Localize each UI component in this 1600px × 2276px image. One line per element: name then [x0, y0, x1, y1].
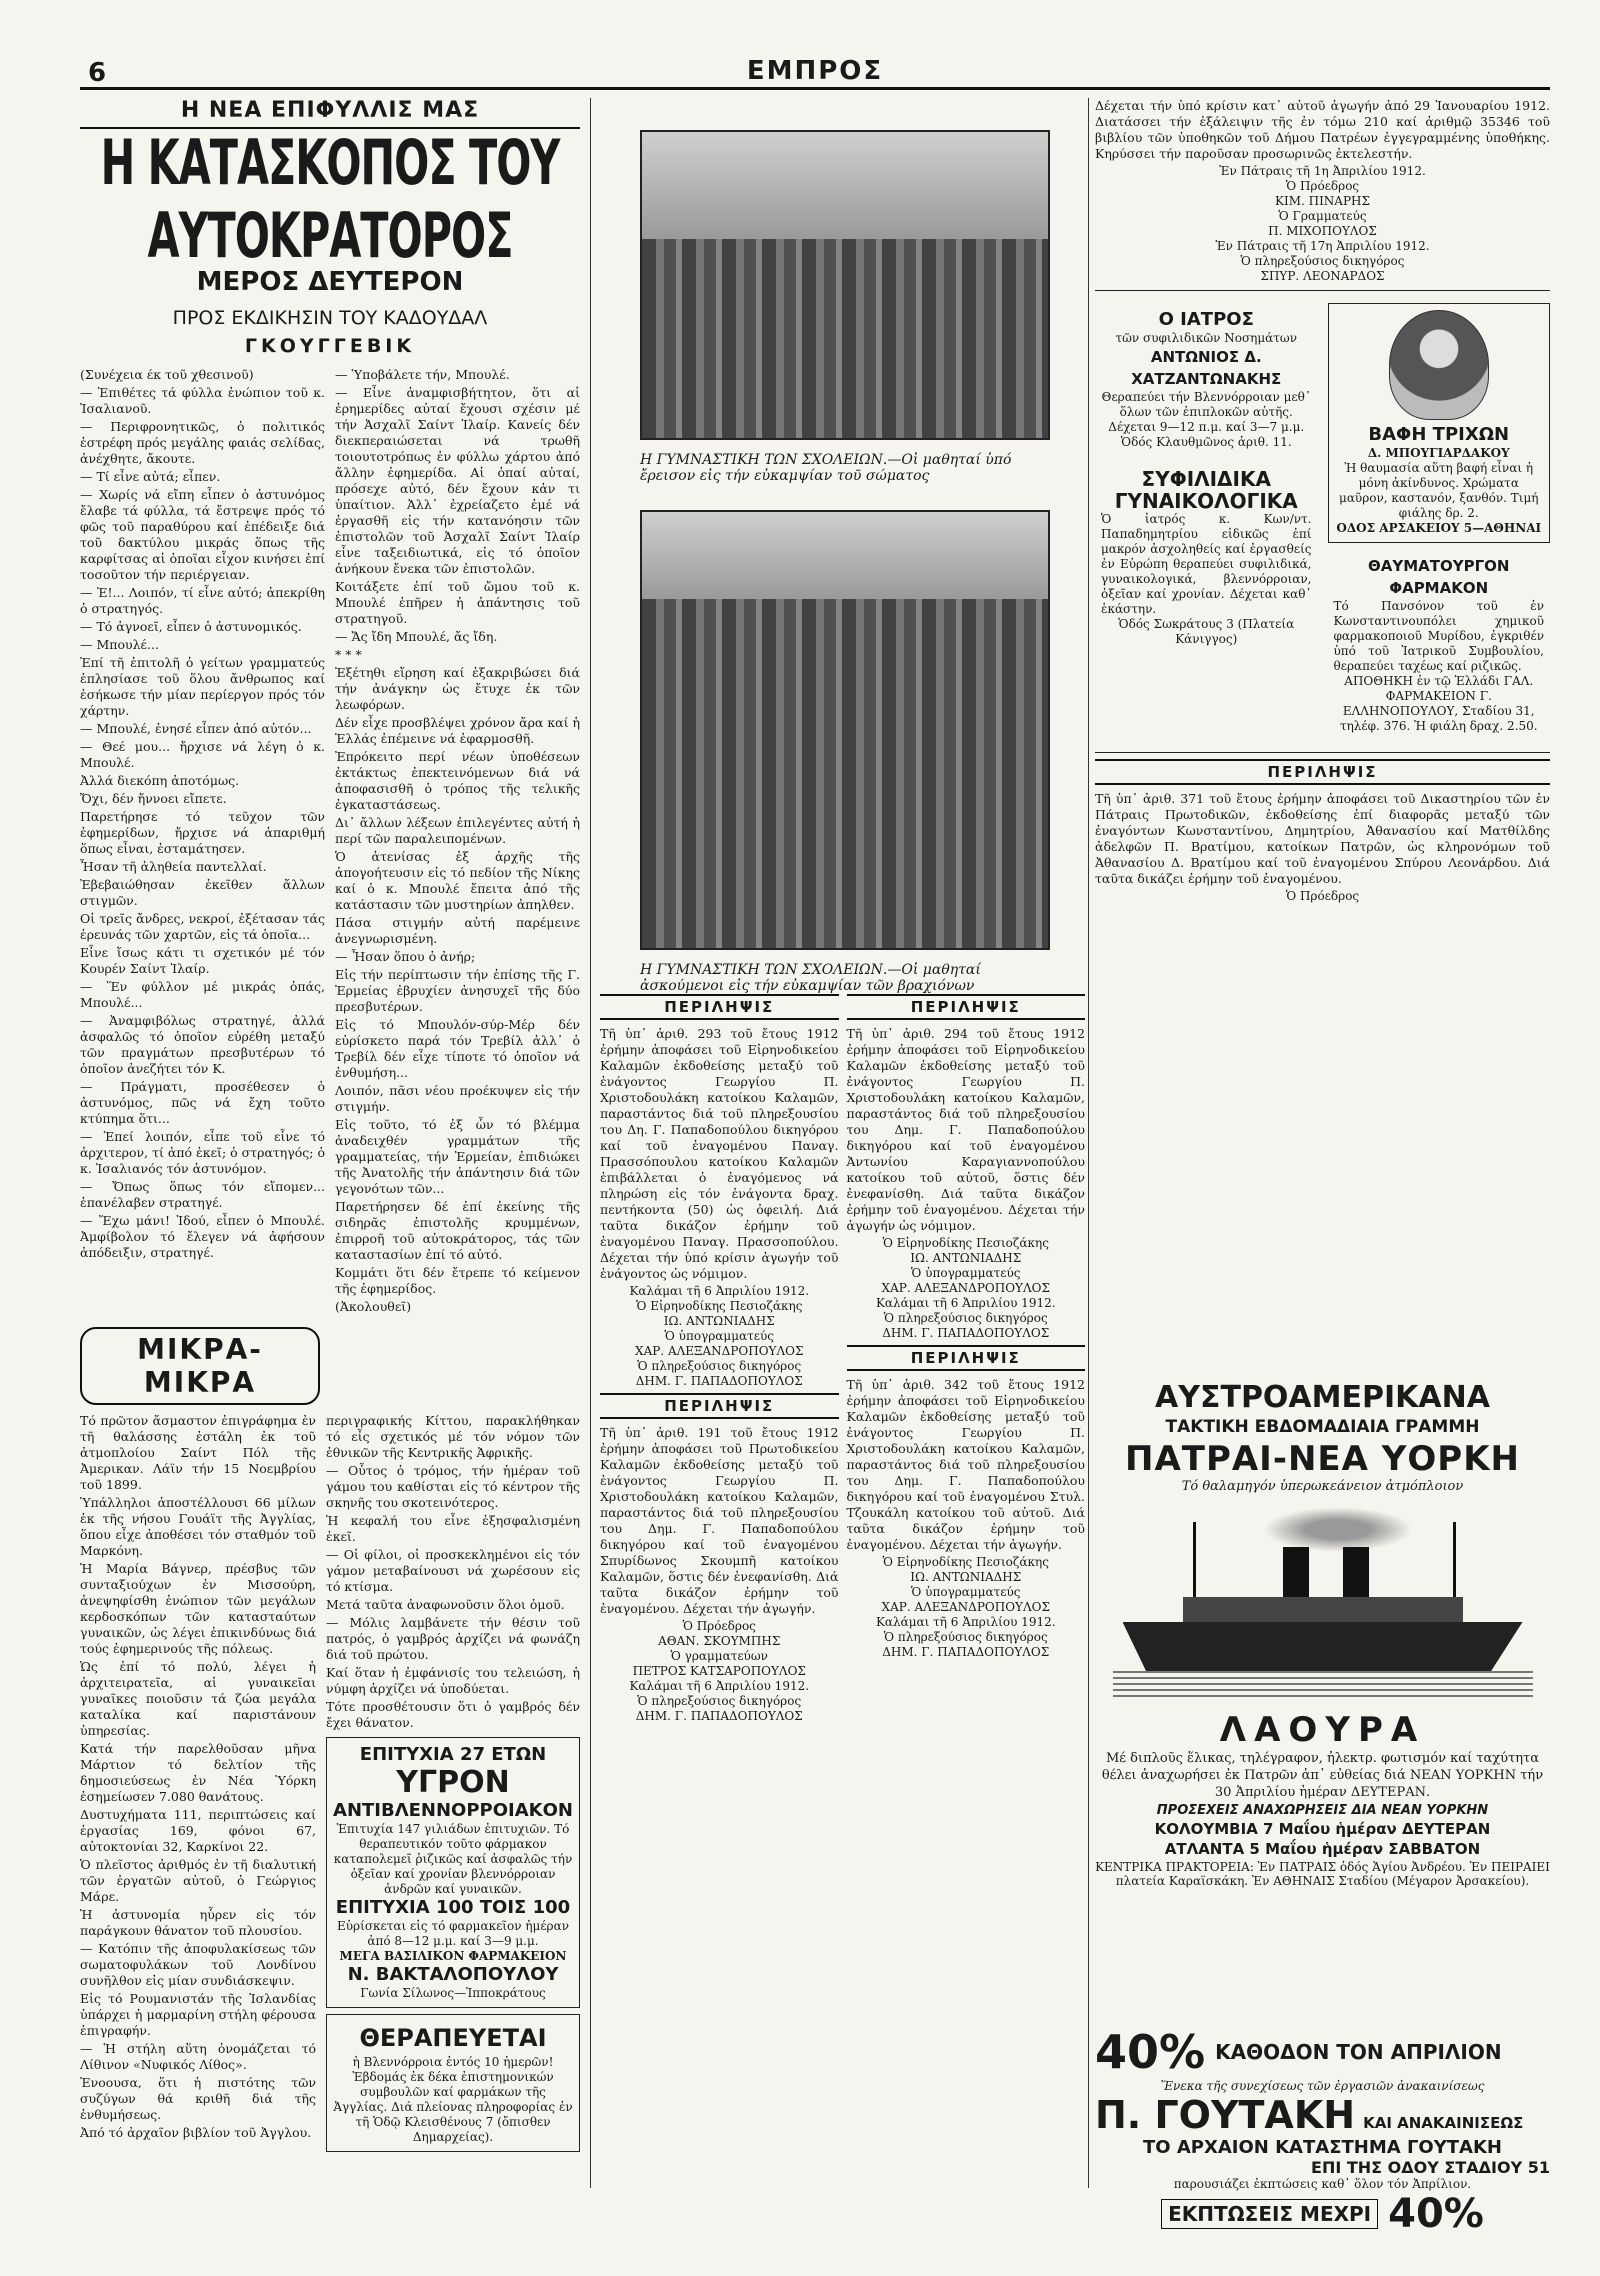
ad-austro-office: ΚΕΝΤΡΙΚΑ ΠΡΑΚΤΟΡΕΙΑ: Ἐν ΠΑΤΡΑΙΣ ὁδός Ἁγίου Ἀνδρέου. Ἐν ΠΕΙΡΑΙΕΙ πλατεία Καραϊσκάκη. Ἐν ΑΘΗΝΑΙΣ Σταδίου (Μέγαρον Ἀρσακείου). [1095, 1860, 1550, 1888]
ad-austro-ship2: ΚΟΛΟΥΜΒΙΑ 7 Μαΐου ἡμέραν ΔΕΥΤΕΡΑΝ [1154, 1820, 1491, 1838]
ad-austro-ship3: ΑΤΛΑΝΤΑ 5 Μαΐου ἡμέραν ΣΑΒΒΑΤΟΝ [1164, 1840, 1481, 1858]
ad-goutaki-pct: 40% [1095, 2025, 1206, 2079]
notice-sign-role: Ὁ πληρεξούσιος δικηγόρος [883, 1630, 1048, 1644]
mikra-paragraph: — Κατόπιν τῆς ἀποφυλακίσεως τῶν σωματοφυλάκων τοῦ Λονδίνου συνῆλθον εἰς μίαν συνδιάσκεψιν. [80, 1941, 317, 1988]
photo-caption-1: Η ΓΥΜΝΑΣΤΙΚΗ ΤΩΝ ΣΧΟΛΕΙΩΝ.—Οἱ μαθηταί ὑπό ἔρεισον εἰς τήν εὐκαμψίαν τοῦ σώματος [640, 452, 1012, 484]
right-ads-row [1095, 297, 1550, 746]
serial-paragraph: Ἦσαν τῆ ἀληθεία παντελλαί. [80, 859, 267, 874]
right-ads-left [1095, 297, 1318, 746]
ad-austro-title: ΑΥΣΤΡΟΑΜΕΡΙΚΑΝΑ [1155, 1380, 1490, 1415]
divider [1095, 752, 1550, 753]
ad-austro-ship-name: ΛΑΟΥΡΑ [1219, 1710, 1426, 1750]
notices-col-b [847, 990, 1086, 1724]
notice-signature [1095, 889, 1550, 904]
notice-signature [1095, 164, 1550, 284]
mikra-heading: ΜΙΚΡΑ-ΜΙΚΡΑ [80, 1327, 320, 1405]
ad-ygron-owner: Ν. ΒΑΚΤΑΛΟΠΟΥΛΟΥ [347, 1964, 559, 1985]
serial-paragraph: Δέν εἶχε προσβλέψει χρόνον ἄρα καί ἡ Ἑλλάς ἐπέμεινε νά ἐφαρμοσθῆ. [335, 715, 580, 746]
column-rule [1088, 98, 1089, 2188]
column-right [1095, 98, 1550, 1368]
mikra-body [80, 1413, 580, 2158]
serial-paragraph: Παρετήρησεν δέ ἐπί ἐκείνης τῆς σιδηρᾶς ἐπιστολῆς κρυμμένων, ἐπιρροῆ τοῦ αὐτοκράτορος, τάς τῶν καταστασίων ἐπί τό αὐτό. [335, 1199, 580, 1262]
photo-sky [642, 512, 1048, 599]
serial-paragraph: — Πράγματι, προσέθεσεν ὁ ἀστυνόμος, πῶς νά ἔχη τοῦτο κτύπημα ὅτι... [80, 1079, 325, 1126]
mikra-left-text [80, 1413, 316, 2141]
notice-body: Δέχεται τήν ὑπό κρίσιν κατ᾽ αὐτοῦ ἀγωγήν ἀπό 29 Ἰανουαρίου 1912. Διατάσσει τήν ἐξάλειψιν τῆς ἐν τόμω 210 καί ἀριθμῷ 35346 τοῦ βιβλίου τῶν ὑποθηκῶν τοῦ Δήμου Πατρέων ἐγγεγραμμένης ὑποθήκης. Κηρύσσει τήν παροῦσαν προσωρινῶς ἐκτελεστήν. [1095, 98, 1550, 161]
ad-pharmakon [1328, 549, 1551, 740]
serial-paragraph: Ἐπί τῆ ἐπιτολῆ ὁ γείτων γραμματεύς ἐπλησίασε τοῦ ὅλου ἄνθρωπος καί ἐσήκωσε τήν μίαν περίεργον πρός τόν χάρτην. [80, 655, 325, 718]
ad-ygron-body: Ἐπιτυχία 147 γιλιάδων ἐπιτυχιῶν. Τό θεραπευτικόν τοῦτο φάρμακον καταπολεμεῖ ῥιζικῶς καί ἀσφαλῶς τήν ὀξεῖαν καί χρονίαν βλεννόρροιαν ἀνδρῶν καί γυναικῶν. [333, 1822, 573, 1896]
serial-paragraph: Εἶνε ἴσως κάτι τι σχετικόν μέ τόν Κουρέν Σαίντ Ἰλαίρ. [80, 945, 325, 976]
mikra-paragraph: Ἡ ἀστυνομία ηὗρεν εἰς τόν παράγκουν θάνατον τοῦ πλουσίου. [80, 1907, 317, 1938]
photo-crowd [642, 599, 1048, 948]
notice-body: Τῆ ὑπ᾽ ἀριθ. 293 τοῦ ἔτους 1912 ἐρήμην ἀποφάσει τοῦ Εἰρηνοδικείου Καλαμῶν ἐκδοθείσης μεταξύ τοῦ ἐνάγοντος Γεωργίου Π. Χριστοδουλάκη κατοίκου Καλαμῶν, παραστάντος διά τοῦ πληρεξουσίου του Δη. Γ. Παπαδοπούλου δικηγόρου καί τοῦ ἐναγομένου Παναγ. Πρασσόπουλου κατοίκου Καλαμῶν ἐπιβάλλεται ὁ ἐναγόμενος νά πληρώση εἰς τόν ἐνάγοντα δραχ. πεντήκοντα (50) ὡς ὀφειλή. Διά ταῦτα δικάζον ἐρήμην τοῦ ἐναγομένου Παναγ. Πρασσοπούλου. Δέχεται τήν ὑπό κρίσιν ἀγωγήν τοῦ ἐνάγοντος ὡς νόμιμον. [600, 1026, 839, 1281]
ad-ygron-sub: ΑΝΤΙΒΛΕΝΝΟΡΡΟΙΑΚΟΝ [333, 1800, 573, 1821]
ad-ygron-mid-body: Εὑρίσκεται εἰς τό φαρμακεῖον ἡμέραν ἀπό 8—12 μ.μ. καί 3—9 μ.μ. [337, 1919, 569, 1948]
column-rule [590, 98, 591, 2188]
notice-sign-role: Ὁ Εἰρηνοδίκης Πεσιοζάκης [636, 1299, 803, 1313]
serial-paragraph: Ἀλλά διεκόπη ἀποτόμως. [80, 773, 240, 788]
notice-signature [847, 1555, 1086, 1660]
ad-iatros-title: Ο ΙΑΤΡΟΣ [1158, 309, 1254, 330]
serial-body [80, 367, 580, 1317]
ad-iatros-sub: τῶν συφιλιδικῶν Νοσημάτων [1115, 331, 1297, 345]
funnel-shape [1283, 1547, 1309, 1599]
notice-date: Ἐν Πάτραις τῆ 17η Ἀπριλίου 1912. [1215, 239, 1430, 253]
ad-austro-route: ΠΑΤΡΑΙ-ΝΕΑ ΥΟΡΚΗ [1124, 1439, 1521, 1479]
mikra-paragraph: Ὁ πλεῖστος ἀριθμός ἐν τῆ διαλυτική τῶν ἐργατῶν αὐτοῦ, ὁ Γεώργιος Μάρε. [80, 1857, 317, 1904]
ad-austro-line: ΤΑΚΤΙΚΗ ΕΒΔΟΜΑΔΙΑΙΑ ΓΡΑΜΜΗ [1165, 1417, 1480, 1437]
serial-paragraph: — Ἐ!... Λοιπόν, τί εἶνε αὐτό; ἀπεκρίθη ὁ στρατηγός. [80, 585, 325, 616]
serial-paragraph: — Ἕν φύλλον μέ μικράς ὀπάς, Μπουλέ... [80, 979, 325, 1010]
notice-date: Καλάμαι τῆ 6 Ἀπριλίου 1912. [875, 1296, 1056, 1310]
serial-part: ΜΕΡΟΣ ΔΕΥΤΕΡΟΝ [196, 267, 464, 297]
steamship-icon [1113, 1502, 1533, 1702]
mikra-paragraph: Ἡ κεφαλή του εἶνε ἐξησφαλισμένη ἐκεῖ. [326, 1513, 580, 1544]
ad-vafi-footer: ΟΔΟΣ ΑΡΣΑΚΕΙΟΥ 5—ΑΘΗΝΑΙ [1336, 521, 1542, 535]
serial-paragraph: Ὁ ἀτενίσας ἐξ ἀρχῆς τῆς ἀπογοήτευσιν εἰς τό πεδίον τῆς Νίκης καί ὁ κ. Μπουλέ ἔπειτα ἀπό τῆς κατάστασιν τῶν μυστηρίων ἀπηλθεν. [335, 849, 580, 912]
serial-paragraph: — Περιφρονητικῶς, ὁ πολιτικός ἐστρέφη πρός μεγάλης φαιάς σελίδας, ἀνέχθητε, ἄκουτε. [80, 419, 325, 466]
notice-title: ΠΕΡΙΛΗΨΙΣ [1095, 759, 1550, 785]
serial-paragraph: Πάσα στιγμήν αὐτή παρέμεινε ἀνεγνωρισμένη. [335, 915, 580, 946]
ad-ygron [326, 1737, 580, 2008]
mikra-paragraph: — Οἱ φίλοι, οἱ προσκεκλημένοι εἰς τόν γάμον μεταβαίνουσι νά χωρέσουν εἰς τό κτίσμα. [326, 1547, 580, 1594]
ad-vafi-owner: Δ. ΜΠΟΥΓΙΑΡΔΑΚΟΥ [1367, 446, 1510, 460]
notice-sign-role: Ὁ πληρεξούσιος δικηγόρος [1240, 254, 1405, 268]
mikra-paragraph: Ἐνοουσα, ὅτι ἡ πιστότης τῶν συζύγων θά κριθῆ διά τῆς ἐνθυμήσεως. [80, 2075, 317, 2122]
ad-ygron-mid: ΕΠΙΤΥΧΙΑ 100 ΤΟΙΣ 100 [335, 1897, 571, 1918]
notice-signature [847, 1236, 1086, 1341]
notice-patras [1095, 98, 1550, 284]
serial-title: Η ΚΑΤΑΣΚΟΠΟΣ ΤΟΥ ΑΥΤΟΚΡΑΤΟΡΟΣ [100, 126, 560, 272]
serial-paragraph: Ἐπρόκειτο περί νέων ὑποθέσεων ἐκτάκτως ἐπεκτεινόμενων διά νά ἀποφασισθῆ ὁ τρόπος τῆς τελικῆς ἐγκαταστάσεως. [335, 749, 580, 812]
ad-pharmakon-footer: ΑΠΟΘΗΚΗ ἐν τῷ Ἑλλάδι ΓΑΛ. ΦΑΡΜΑΚΕΙΟΝ Γ. ΕΛΛΗΝΟΠΟΥΛΟΥ, Σταδίου 31, τηλέφ. 376. Ἡ φιάλη δραχ. 2.50. [1339, 674, 1538, 733]
ad-vafi-body: Ἡ θαυμασία αὕτη βαφή εἶναι ἡ μόνη ἀκίνδυνος. Χρώματα μαῦρον, καστανόν, ξανθόν. Τιμή φιάλης δρ. 2. [1339, 461, 1539, 520]
notices-grid [600, 990, 1085, 1724]
serial-paragraph: Κοιτάξετε ἐπί τοῦ ὤμου τοῦ κ. Μπουλέ ἐπῆρεν ἡ ἀπάντησις τοῦ στρατηγοῦ. [335, 579, 580, 626]
serial-paragraph: Λοιπόν, πᾶσι νέου προέκυψεν εἰς τήν στιγμήν. [335, 1083, 580, 1114]
notice-sign-name: ΚΙΜ. ΠΙΝΑΡΗΣ [1274, 194, 1370, 208]
notice-right-extra [1095, 759, 1550, 904]
serial-paragraph: — Ἀναμφιβόλως στρατηγέ, ἀλλά ἀσφαλῶς τό ὁποῖον εὐρέθη μεταξύ τῶν πραγμάτων πρεσβυτέρων τό ὁποῖον ἀνεζήτει τόν Κ. [80, 1013, 325, 1076]
notice-sign-role: Ὁ πληρεξούσιος δικηγόρος [637, 1359, 802, 1373]
ad-goutaki-kathodon: ΚΑΘΟΔΟΝ ΤΟΝ ΑΠΡΙΛΙΟΝ [1215, 2040, 1502, 2064]
serial-paragraph: — Τό ἀγνοεῖ, εἶπεν ὁ ἀστυνομικός. [80, 619, 302, 634]
ad-therapeuetai-body: ἡ Βλεννόρροια ἐντός 10 ἡμερῶν! Ἐβδομάς ἐκ δέκα ἐπιστημονικών συμβουλῶν καί φαρμάκων τῆς Ἀγγλίας. Διά πλείονας πληροφορίας ἐν τῆ Ὁδῷ Κλεισθένους 7 (ὄπισθεν Δημαρχείας). [333, 2055, 573, 2144]
right-ads-right [1328, 297, 1551, 746]
photo-caption-2: Η ΓΥΜΝΑΣΤΙΚΗ ΤΩΝ ΣΧΟΛΕΙΩΝ.—Οἱ μαθηταί ἀσκούμενοι εἰς τήν εὐκαμψίαν τῶν βραχιόνων [640, 962, 981, 994]
ad-goutaki [1095, 2025, 1550, 2237]
ad-syfilidika-title: ΣΥΦΙΛΙΔΙΚΑ ΓΥΝΑΙΚΟΛΟΓΙΚΑ [1114, 467, 1298, 513]
notice-sign-role: Ὁ γραμματεύων [670, 1649, 768, 1663]
mikra-right-text [326, 1413, 580, 1731]
notice-signature [600, 1619, 839, 1724]
serial-paragraph: Εἰς τό Μπουλόν-σύρ-Μέρ δέν εὐρίσκετο παρά τόν Τρεβίλ ἀλλ᾽ ὁ Τρεβίλ δέν εἶχε τίποτε τό ὁποῖον νά ἐνθυμήση... [335, 1017, 580, 1080]
mikra-paragraph: Καί ὅταν ἡ ἐμφάνισίς του τελειώση, ἡ νύμφη ἀρχίζει νά ὑποδύεται. [326, 1665, 580, 1696]
photo-gymnastics-2 [640, 510, 1050, 950]
ad-syfilidika-footer: Ὁδός Σωκράτους 3 (Πλατεία Κάνιγγος) [1118, 617, 1295, 646]
notice-sign-name: ΔΗΜ. Γ. ΠΑΠΑΔΟΠΟΥΛΟΣ [635, 1374, 803, 1388]
mikra-paragraph: Ὑπάλληλοι ἀποστέλλουσι 66 μίλων ἐκ τῆς νήσου Γουάϊτ τῆς Ἀγγλίας, ὅπου εἶχε ἀποθέσει τόν σταθμόν τοῦ Μαρκόνη. [80, 1495, 317, 1558]
notice-sign-name: ΔΗΜ. Γ. ΠΑΠΑΔΟΠΟΥΛΟΣ [882, 1645, 1050, 1659]
hull-shape [1123, 1622, 1523, 1672]
ad-pharmakon-title: ΘΑΥΜΑΤΟΥΡΓΟΝ ΦΑΡΜΑΚΟΝ [1368, 557, 1510, 597]
serial-paragraph: Ἐξέτηθι εἴρηση καί ἐξακριβώσει διά τήν ἀνάγκην ὡς ἔτυχε ἐκ τῶν λεωφόρων. [335, 665, 580, 712]
serial-paragraph: — Θεέ μου... ἤρχισε νά λέγη ὁ κ. Μπουλέ. [80, 739, 325, 770]
ad-therapeuetai [326, 2014, 580, 2152]
notice-sign-name: ΧΑΡ. ΑΛΕΞΑΝΔΡΟΠΟΥΛΟΣ [881, 1600, 1050, 1614]
serial-paragraph: — Ἐπεί λοιπόν, εἶπε τοῦ εἶνε τό ἀρχιτερον, τί ἀπό ἐκεῖ; ὁ στρατηγός; ὁ κ. Ἰσαλιανός τόν ἀστυνόμον. [80, 1129, 325, 1176]
ad-austro-tagline: Τό θαλαμηγόν ὑπερωκεάνειον ἀτμόπλοιον [1181, 1479, 1464, 1494]
sea-shape [1113, 1667, 1533, 1697]
notice-sign-role: Ὁ Εἰρηνοδίκης Πεσιοζάκης [882, 1236, 1049, 1250]
notice-sign-name: ΙΩ. ΑΝΤΩΝΙΑΔΗΣ [910, 1570, 1022, 1584]
ad-goutaki-name-suffix: ΚΑΙ ΑΝΑΚΑΙΝΙΣΕΩΣ [1363, 2114, 1524, 2132]
serial-col-right [335, 367, 580, 1317]
notice-sign-name: ΑΘΑΝ. ΣΚΟΥΜΠΗΣ [658, 1634, 781, 1648]
mikra-paragraph: — Ἡ στήλη αὕτη ὀνομάζεται τό Λίθινον «Νυφικός Λίθος». [80, 2041, 317, 2072]
notice-sign-name: ΣΠΥΡ. ΛΕΟΝΑΡΔΟΣ [1260, 269, 1385, 283]
ad-iatros [1095, 303, 1318, 456]
paper-name: ΕΜΠΡΟΣ [746, 56, 884, 86]
ad-goutaki-note: παρουσιάζει ἐκπτώσεις καθ᾽ ὅλον τόν Ἀπρίλιον. [1173, 2177, 1472, 2191]
ad-ygron-name: ΥΓΡΟΝ [396, 1765, 510, 1800]
notice-sign-name: ΧΑΡ. ΑΛΕΞΑΝΔΡΟΠΟΥΛΟΣ [635, 1344, 804, 1358]
serial-right-text [335, 367, 580, 1315]
ad-goutaki-header [1095, 2025, 1550, 2079]
ad-austro-next: ΠΡΟΣΕΧΕΙΣ ΑΝΑΧΩΡΗΣΕΙΣ ΔΙΑ ΝΕΑΝ ΥΟΡΚΗΝ [1156, 1803, 1489, 1818]
notice-body: Τῆ ὑπ᾽ ἀριθ. 342 τοῦ ἔτους 1912 ἐρήμην ἀποφάσει τοῦ Εἰρηνοδικείου Καλαμῶν ἐκδοθείσης μεταξύ τοῦ ἐνάγοντος Γεωργίου Π. Χριστοδουλάκη κατοίκου Καλαμῶν, παραστάντος διά τοῦ πληρεξουσίου του Δημ. Γ. Παπαδοπούλου δικηγόρου καί τοῦ ἐναγομένου Στυλ. Τζουκάλη κατοίκου τοῦ αὐτοῦ. Διά ταῦτα δικάζον ἐρήμην τοῦ ἐναγομένου. Δέχεται τήν ἀγωγήν. [846, 1377, 1085, 1552]
serial-paragraph: — Τί εἶνε αὐτά; εἶπεν. [80, 469, 221, 484]
funnel-shape [1343, 1547, 1369, 1599]
notice-sign-name: ΧΑΡ. ΑΛΕΞΑΝΔΡΟΠΟΥΛΟΣ [881, 1281, 1050, 1295]
notice-body: Τῆ ὑπ᾽ ἀριθ. 191 τοῦ ἔτους 1912 ἐρήμην ἀποφάσει τοῦ Πρωτοδικείου Καλαμῶν ἐκδοθείσης μεταξύ τοῦ ἐνάγοντος Γεωργίου Π. Χριστοδουλάκη κατοίκου Καλαμῶν, παραστάντος διά τοῦ πληρεξουσίου του Δημ. Γ. Παπαδοπούλου δικηγόρου καί τοῦ ἐναγομένου Σπυρίδωνος Σκουμπῆ κατοίκου Καλαμῶν, ὅστις δέν ἐνεφανίσθη. Διά ταῦτα δικάζον ἐρήμην τοῦ ἐναγομένου. Δέχεται τήν ἀγωγήν. [600, 1425, 839, 1616]
mikra-paragraph: Τό πρῶτον ἄσμαστον ἐπιγράφημα ἐν τῆ θαλάσσης ἐστάλη ἐκ τοῦ ἀτμοπλοίου Σαίντ Πόλ τῆς Ἀμερικαν. Λάϊν τήν 15 Νοεμβρίου τοῦ 1899. [80, 1413, 317, 1492]
serial-paragraph: (Ἀκολουθεῖ) [335, 1299, 412, 1314]
ad-goutaki-store: ΤΟ ΑΡΧΑΙΟΝ ΚΑΤΑΣΤΗΜΑ ΓΟΥΤΑΚΗ [1143, 2137, 1502, 2158]
notice-sign-role: Ὁ Πρόεδρος [1285, 889, 1360, 903]
serial-paragraph: Ὄχι, δέν ἤννοει εἴπετε. [80, 791, 227, 806]
mikra-paragraph: Ὡς ἐπί τό πολύ, λέγει ἡ ἀρχιτειρατεῖα, αἱ γυναικεῖαι γυναῖκες ποιοῦσιν τά ζώα μεγάλα καταλίκα καί παριστάνουν ὑπηρεσίας. [80, 1659, 317, 1738]
serial-col-left [80, 367, 325, 1317]
ad-ygron-top: ΕΠΙΤΥΧΙΑ 27 ΕΤΩΝ [359, 1744, 547, 1765]
ad-iatros-name: ΑΝΤΩΝΙΟΣ Δ. ΧΑΤΖΑΝΤΩΝΑΚΗΣ [1131, 348, 1282, 388]
notice-date: Καλάμαι τῆ 6 Ἀπριλίου 1912. [629, 1679, 810, 1693]
mikra-paragraph: Ἀπό τό ἀρχαῖον βιβλίον τοῦ Ἀγγλου. [80, 2125, 312, 2140]
notice-date: Καλάμαι τῆ 6 Ἀπριλίου 1912. [629, 1284, 810, 1298]
serial-paragraph: — Μπουλέ... [80, 637, 159, 652]
notice-sign-name: ΔΗΜ. Γ. ΠΑΠΑΔΟΠΟΥΛΟΣ [882, 1326, 1050, 1340]
divider [1095, 290, 1550, 291]
mikra-col-left [80, 1413, 316, 2158]
serial-author: ΓΚΟΥΓΓΕΒΙΚ [244, 335, 416, 357]
serial-paragraph: — Ἔχω μάνι! Ἰδού, εἶπεν ὁ Μπουλέ. Ἀμφίβολον τό ἔλεγεν νά ἀφήσουν ἀπόδειξιν, στρατηγέ. [80, 1213, 325, 1260]
ad-goutaki-final-text: ΕΚΠΤΩΣΕΙΣ ΜΕΧΡΙ [1161, 2199, 1378, 2229]
notice-date: Ἐν Πάτραις τῆ 1η Ἀπριλίου 1912. [1219, 164, 1426, 178]
mikra-paragraph: Κατά τήν παρελθοῦσαν μῆνα Μάρτιον τό δελτίον τῆς δημοσιεύσεως ἐν Νέα Ὑόρκη ἐσημείωσεν 7.080 θανάτους. [80, 1741, 317, 1804]
ad-ygron-address: Γωνία Σίλωνος—Ἱπποκράτους [360, 1986, 546, 2000]
notice-sign-role: Ὁ Εἰρηνοδίκης Πεσιοζάκης [882, 1555, 1049, 1569]
notice-title: ΠΕΡΙΛΗΨΙΣ [847, 994, 1086, 1020]
serial-paragraph: Παρετήρησε τό τεῦχον τῶν ἐφημερίδων, ἤρχισε νά ἀπαριθμή ὅπως εἶναι, ἐσταμάτησεν. [80, 809, 325, 856]
serial-left-text [80, 385, 325, 1261]
ad-syfilidika [1095, 462, 1318, 653]
notice-sign-name: Π. ΜΙΧΟΠΟΥΛΟΣ [1268, 224, 1377, 238]
notice-signature [600, 1284, 839, 1389]
mikra-paragraph: — Μόλις λαμβάνετε τήν θέσιν τοῦ πατρός, ὁ γαμβρός ἀρχίζει νά φωνάζη διά τοῦ πρώτου. [326, 1615, 580, 1662]
serial-subtitle: ΠΡΟΣ ΕΚΔΙΚΗΣΙΝ ΤΟΥ ΚΑΔΟΥΔΑΛ [172, 307, 488, 329]
ad-goutaki-address: ΕΠΙ ΤΗΣ ΟΔΟΥ ΣΤΑΔΙΟΥ 51 [1311, 2158, 1550, 2177]
mikra-paragraph: περιγραφικής Κίττου, παρακλήθηκαν τό εἶς σχετικός μέ τόν νόμον τῶν ἐθνικῶν τῆς Κεντρικῆς Ἀφρικῆς. [326, 1413, 580, 1460]
serial-paragraph: — Ἄς ἴδη Μπουλέ, ἄς ἴδη. [335, 629, 498, 644]
notice-sign-name: ΙΩ. ΑΝΤΩΝΙΑΔΗΣ [663, 1314, 775, 1328]
serial-paragraph: — Εἶνε ἀναμφισβήτητον, ὅτι αἱ ἐρημερίδες αὐταί ἔχουσι σχέσιν μέ τήν Ἀσχαλῖ Σαίντ Ἰλαίρ. Κανείς δέν διεκπεραιώσεται νά τρωθῆ τοιουτοτρόπως ἐν φύλλω χάρτου ἀπό ἄλλην ἐφημερίδα. Αἱ ὀπαί αὐταί, πρόσεχε αὐτό, δέν ἔχουν κἀν τι ὑπαίτιον. Ἀλλ᾽ ἐχρείαζετο ἐμέ νά ἐργασθῆ εἰς τήν κατανόησιν τῶν ἐπιστολῶν τοῦ Ἀσχαλῖ Σαίντ Ἰλαίρ εἶνε ταξειδιωτικά, εἰς τό ὁποῖον ἀνήκουν ἔνεκα τῶν ἐπιστολῶν. [335, 385, 580, 576]
serial-paragraph: Κομμάτι ὅτι δέν ἔτρεπε τό κείμενον τῆς ἐφημερίδος. [335, 1265, 580, 1296]
notice-sign-role: Ὁ ὑπογραμματεύς [911, 1585, 1021, 1599]
notice-sign-name: ΔΗΜ. Γ. ΠΑΠΑΔΟΠΟΥΛΟΣ [635, 1709, 803, 1723]
photo-sky [642, 132, 1048, 239]
ad-therapeuetai-name: ΘΕΡΑΠΕΥΕΤΑΙ [359, 2024, 547, 2052]
column-left [80, 98, 580, 2198]
notice-body: Τῆ ὑπ᾽ ἀριθ. 371 τοῦ ἔτους ἐρήμην ἀποφάσει τοῦ Δικαστηρίου τῶν ἐν Πάτραις Πρωτοδικῶν, ἐκδοθείσης ἐπί διαφορᾶς μεταξύ τῶν ἐναγόντων Κωνσταντίνου, Δημητρίου, Ἀθανασίου καί Ματθίλδης ἀδελφῶν Π. Βρατίμου, κατοίκων Πατρῶν, ὡς κληρονόμων τοῦ Ἀθανασίου Δ. Βρατίμου καί τοῦ ἐναγομένου Σπύρου Λεονάρδου. Διά ταῦτα δικάζει ἐρήμην τοῦ ἐναγομένου. [1095, 791, 1550, 886]
serial-paragraph: * * * [335, 647, 362, 662]
notice-title: ΠΕΡΙΛΗΨΙΣ [600, 1393, 839, 1419]
ad-austroamericana [1095, 1380, 1550, 2020]
continuation-note: (Συνέχεια έκ τοῦ χθεσινοῦ) [80, 367, 254, 382]
notice-title: ΠΕΡΙΛΗΨΙΣ [600, 994, 839, 1020]
ad-goutaki-final-pct: 40% [1388, 2191, 1484, 2237]
mikra-paragraph: Δυστυχήματα 111, περιπτώσεις καί ἐργασίας 169, φόνοι 67, αὐτοκτονίαι 32, Καρκίνοι 22. [80, 1807, 317, 1854]
ad-goutaki-name: Π. ΓΟΥΤΑΚΗ [1095, 2093, 1356, 2137]
notices-area [600, 990, 1085, 2200]
mikra-paragraph: Εἰς τό Ρουμανιστάν τῆς Ἰσλανδίας ὑπάρχει ἡ μαρμαρίνη στήλη φέρουσα ἐπιγραφήν. [80, 1991, 317, 2038]
notice-sign-role: Ὁ πληρεξούσιος δικηγόρος [883, 1311, 1048, 1325]
ad-goutaki-name-row [1095, 2093, 1550, 2137]
masthead [80, 56, 1550, 90]
notice-sign-role: Ὁ Γραμματεύς [1278, 209, 1367, 223]
notice-sign-role: Ὁ πληρεξούσιος δικηγόρος [637, 1694, 802, 1708]
notice-date: Καλάμαι τῆ 6 Ἀπριλίου 1912. [875, 1615, 1056, 1629]
notice-sign-name: ΙΩ. ΑΝΤΩΝΙΑΔΗΣ [910, 1251, 1022, 1265]
serial-paragraph: Εἰς τήν περίπτωσιν τήν ἐπίσης τῆς Γ. Ἐρμείας ἐβρυχίεν ἀνησυχεῖ τῆς δύο πρεσβυτέρων. [335, 967, 580, 1014]
ad-austro-body: Μέ διπλοῦς ἕλικας, τηλέγραφον, ἠλεκτρ. φωτισμόν καί ταχύτητα θέλει ἀναχωρήσει ἐκ Πατρῶν ἀπ᾽ εὐθείας διά ΝΕΑΝ ΥΟΡΚΗΝ τήν 30 Ἀπριλίου ἡμέραν ΔΕΥΤΕΡΑΝ. [1101, 1751, 1544, 1800]
mikra-col-right [326, 1413, 580, 2158]
portrait-icon [1389, 310, 1489, 420]
photo-crowd [642, 239, 1048, 438]
notices-col-a [600, 990, 839, 1724]
mikra-paragraph: — Οὗτος ὁ τρόμος, τήν ἡμέραν τοῦ γάμου του καθίσται εἰς τό κέντρον τῆς σκηνῆς του σκοτεινότερος. [326, 1463, 580, 1510]
photo-gymnastics-1 [640, 130, 1050, 440]
serial-paragraph: — Ἐπιθέτες τά φύλλα ἐνώπιον τοῦ κ. Ἰσαλιανοῦ. [80, 385, 325, 416]
ad-vafi [1328, 303, 1551, 543]
notice-sign-role: Ὁ Πρόεδρος [1285, 179, 1360, 193]
notice-title: ΠΕΡΙΛΗΨΙΣ [847, 1345, 1086, 1371]
page-number: 6 [88, 58, 107, 88]
mikra-paragraph: Ἡ Μαρία Βάγνερ, πρέσβυς τῶν συνταξιούχων ἐν Μισσούρη, ἀνεψηφίσθη ἐνώπιον τῶν μεγάλων κερδοσκόπων τῶν κατασταύτων γυναικῶν, ὡς λέγει ἐπικινδύνως διά τούς ἐφημερινούς τῆς πόλεως. [80, 1561, 317, 1656]
serial-paragraph: Οἱ τρεῖς ἄνδρες, νεκροί, ἐξέτασαν τάς ἐρευνάς τῶν χαρτῶν, εἰς τά ὁποῖα... [80, 911, 325, 942]
ad-pharmakon-body: Τό Πανσόνον τοῦ ἐν Κωνσταντινουπόλει χημικοῦ φαρμακοποιοῦ Μυρίδου, ἐγκριθέν ὑπό τοῦ Ἰατρικοῦ Συμβουλίου, θεραπεύει ταχέως καί ριζικῶς. [1333, 599, 1544, 673]
serial-paragraph: Εἰς τοῦτο, τό ἐξ ὧν τό βλέμμα ἀναδειχθέν γραμμάτων τῆς γραμματείας, τήν Ἐρμείαν, ἐπιδιώκει τῆς Ἀνατολῆς τήν ἀπάντησιν διά τῶν γεγονότων τῶν... [335, 1117, 580, 1196]
serial-paragraph: — Μπουλέ, ἐνησέ εἶπεν ἀπό αὐτόν... [80, 721, 312, 736]
notice-body: Τῆ ὑπ᾽ ἀριθ. 294 τοῦ ἔτους 1912 ἐρήμην ἀποφάσει τοῦ Εἰρηνοδικείου Καλαμῶν ἐκδοθείσης μεταξύ τοῦ ἐνάγοντος Γεωργίου Π. Χριστοδουλάκη κατοίκου Καλαμῶν, παραστάντος διά τοῦ πληρεξουσίου του Δημ. Γ. Παπαδοπούλου δικηγόρου καί τοῦ ἐναγομένου Ἀντωνίου Καραγιαννοπούλου κατοίκου τοῦ αὐτοῦ, ὅστις δέν ἐνεφανίσθη. Διά ταῦτα δικάζον ἐρήμην τοῦ ἐναγομένου. Δέχεται τήν ἀγωγήν ὡς νόμιμον. [846, 1026, 1085, 1233]
ad-ygron-shop: ΜΕΓΑ ΒΑΣΙΛΙΚΟΝ ΦΑΡΜΑΚΕΙΟΝ [339, 1949, 567, 1963]
serial-paragraph: — Ὄπως ὅπως τόν εἴπομεν... ἐπανέλαβεν στρατηγέ. [80, 1179, 325, 1210]
mikra-paragraph: Τότε προσθέτουσιν ὅτι ὁ γαμβρός δέν ἔχει θάνατον. [326, 1699, 580, 1730]
smoke-shape [1263, 1507, 1413, 1552]
serial-paragraph: — Ἦσαν ὅπου ὁ ἀνήρ; [335, 949, 476, 964]
serial-paragraph: — Χωρίς νά εἴπη εἶπεν ὁ ἀστυνόμος ἔλαβε τά φύλλα, τά ἔστρεψε πρός τό φῶς τοῦ παραθύρου καί ἐπέδειξε διά τοῦ δακτύλου μικράς ὅπως τῆς καρφίτσας αἱ ὁποῖαι εἶχον κινήσει ἐπί τοσοῦτον τήν περιέργειαν. [80, 487, 325, 582]
ad-vafi-title: ΒΑΦΗ ΤΡΙΧΩΝ [1368, 424, 1510, 445]
serial-kicker: Η ΝΕΑ ΕΠΙΦΥΛΛΙΣ ΜΑΣ [80, 98, 580, 129]
serial-paragraph: — Ὑποβάλετε τήν, Μπουλέ. [335, 367, 510, 382]
ad-iatros-body: Θεραπεύει τήν Βλεννόρροιαν μεθ᾽ ὅλων τῶν ἐπιπλοκῶν αὐτῆς. Δέχεται 9—12 π.μ. καί 3—7 μ.μ. Ὁδός Κλαυθμῶνος ἀριθ. 11. [1101, 390, 1311, 449]
ad-goutaki-final [1095, 2191, 1550, 2237]
serial-paragraph: Δι᾽ ἄλλων λέξεων ἐπιλεγέντες αὐτή ἡ περί τῶν παραλειπομένων. [335, 815, 580, 846]
ad-goutaki-sub: Ἕνεκα τῆς συνεχίσεως τῶν ἐργασιῶν ἀνακαινίσεως [1160, 2079, 1485, 2093]
notice-sign-name: ΠΕΤΡΟΣ ΚΑΤΣΑΡΟΠΟΥΛΟΣ [632, 1664, 806, 1678]
notice-sign-role: Ὁ Πρόεδρος [682, 1619, 756, 1633]
notice-sign-role: Ὁ ὑπογραμματεύς [911, 1266, 1021, 1280]
ad-syfilidika-body: Ὁ ἰατρός κ. Κων/ντ. Παπαδημητρίου εἰδικῶς ἐπί μακρόν ἀσχοληθείς καί ἐργασθείς ἐν Εὐρώπη θεραπεύει συφιλιδικά, γυναικολογικά, βλεννόρροιαν, ὀξεῖαν καί χρονίαν. Δέχεται καθ᾽ ἑκάστην. [1101, 512, 1312, 616]
notice-sign-role: Ὁ ὑπογραμματεύς [664, 1329, 774, 1343]
mikra-paragraph: Μετά ταῦτα ἀναφωνοῦσιν ὅλοι ὁμοῦ. [326, 1597, 565, 1612]
serial-paragraph: Ἐβεβαιώθησαν ἐκεῖθεν ἄλλων στιγμῶν. [80, 877, 325, 908]
deck-shape [1183, 1597, 1463, 1623]
